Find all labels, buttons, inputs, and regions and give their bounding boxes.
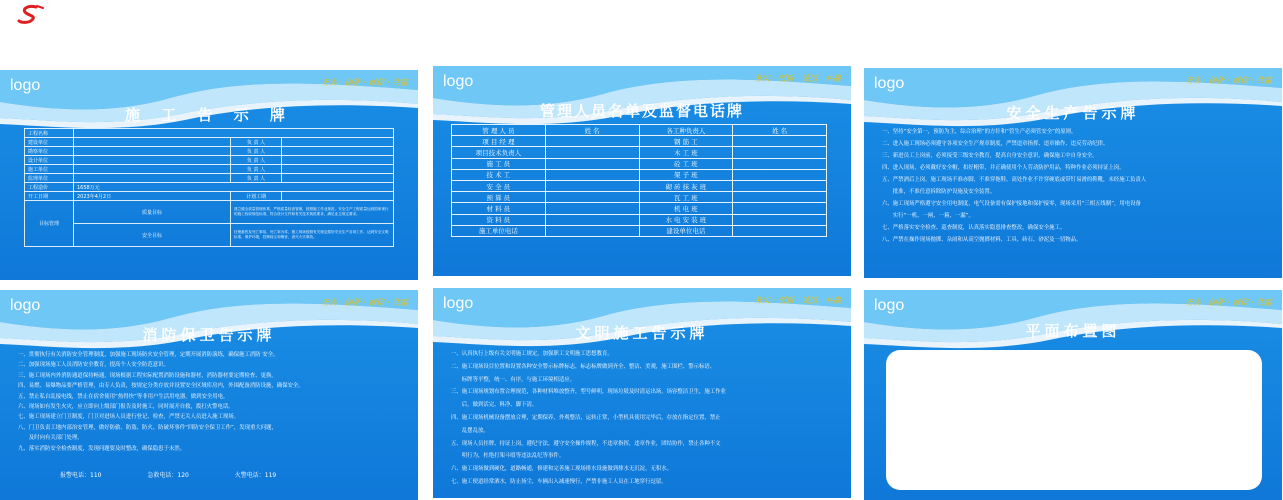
target-label: 目标管理 (25, 201, 74, 247)
row-value: 1658万元 (74, 183, 394, 192)
slogan: 务实 · 创新 · 诚信 · 共赢 (754, 74, 841, 83)
safety-rules-list (882, 126, 1268, 246)
emergency-phones (60, 470, 320, 479)
table-cell (733, 158, 827, 169)
table-cell (545, 180, 639, 191)
table-cell (545, 225, 639, 236)
list-item: 一、贯彻执行有关消防安全管理制度，加强施工现场防火安全管理，定期开展消防演练，确保施工消防 安全。 (18, 352, 279, 358)
list-item: 八、门卫负责工地内部治安管理，做好防偷、防盗、防火、防破坏事件“四防安全保卫工作”，发现重大问题， (18, 424, 277, 431)
row-value (74, 174, 231, 183)
table-row (25, 129, 394, 138)
row-right (282, 192, 394, 201)
police-phone: 报警电话：110 (60, 472, 102, 479)
row-right (282, 156, 394, 165)
table-header-row (452, 125, 827, 136)
table-cell: 水 电 安 装 班 (639, 214, 733, 225)
table-cell (545, 214, 639, 225)
list-item: 乱摆乱放。 (451, 427, 489, 434)
civilized-construction-board (433, 288, 851, 498)
table-cell (545, 136, 639, 147)
table-cell: 施 工 员 (452, 158, 546, 169)
table-cell: 项目技术负责人 (452, 147, 546, 158)
list-item: 三、新进员工上岗前，必须接受三级安全教育，提高自身安全意识，确保施工中自身安全。 (882, 153, 1098, 159)
list-item: 三、施工现场内外消防通道保持畅通，现场根据工程实际配置消防设施和器材，消防器材要定期检查、更换。 (18, 372, 277, 379)
slogan: 务实 · 创新 · 诚信 · 共赢 (321, 78, 408, 87)
table-cell (733, 147, 827, 158)
quality-text: 建立健全质量管理体系，严格质量检查管理，按照施工作业规范、安全生产工程质量达到国家现行的施工验收规范标准，符合设计文件和有关技术规范要求，满足业主规定要求。 (231, 201, 394, 224)
table-row (452, 203, 827, 214)
table-cell: 砼 工 班 (639, 158, 733, 169)
list-item: 及时向有关部门处理。 (18, 435, 83, 442)
list-item: 二、加强现场施工人员消防安全教育，提高个人安全防范意识。 (18, 362, 169, 369)
site-layout-board (864, 290, 1282, 500)
board-title: 施 工 告 示 牌 (125, 106, 293, 124)
table-cell: 技 术 工 (452, 169, 546, 180)
table-cell: 材 料 员 (452, 203, 546, 214)
managers-table (451, 124, 827, 237)
list-item: 四、易燃、易爆物品要严格管理，由专人负责，按规定分类存放并设置安全区域库房内，外围配备消防设施，确保安全。 (18, 383, 304, 390)
list-item: 七、严格落实安全检查、巡查制度，认真落实隐患排查整改，确保安全施工。 (882, 225, 1066, 231)
row-right (282, 165, 394, 174)
board-title: 管理人员名单及监督电话牌 (539, 102, 744, 120)
list-item: 后，做到活完、料净、脚下清。 (451, 402, 538, 409)
row-label: 勘察单位 (25, 147, 74, 156)
board-title: 消防保卫告示牌 (142, 326, 276, 344)
table-row (25, 156, 394, 165)
header-cell: 各工种负责人 (639, 125, 733, 136)
ambulance-phone: 急救电话：120 (147, 472, 189, 479)
list-item: 七、施工现场建立门卫制度，门卫对进场人员进行登记、检查，严禁无关人员进入施工现场。 (18, 414, 240, 421)
table-cell (545, 147, 639, 158)
row-mid: 负 责 人 (231, 138, 282, 147)
table-row (25, 174, 394, 183)
logo-text: logo (443, 295, 474, 312)
table-cell (733, 225, 827, 236)
list-item: 六、施工现场做到硬化，道路畅通，修建和完善施工现场排水设施做到排水无沉淀，无积水。 (451, 466, 673, 473)
list-item: 四、进入现场，必须戴好安全帽，扣好帽带，并正确使用个人劳动防护用品，特种作业必须持证上岗。 (882, 165, 1125, 171)
list-item: 一、坚持“安全第一，预防为主，综合治理”的方针和“管生产必须管安全”的原则。 (882, 129, 1077, 135)
table-row (452, 180, 827, 191)
table-cell (733, 214, 827, 225)
slogan: 务实 · 创新 · 诚信 · 共赢 (1185, 76, 1272, 85)
table-cell: 建设单位电话 (639, 225, 733, 236)
table-cell: 安 全 员 (452, 180, 546, 191)
table-row (25, 224, 394, 247)
list-item: 明行为，杜绝打架斗殴等违法乱纪等事件。 (451, 453, 565, 460)
layout-plan-area (886, 350, 1262, 490)
managers-board (433, 66, 851, 276)
logo-text: logo (10, 297, 41, 314)
safety-text: 杜绝重伤及死亡事故，死亡率为零，施工现场按照有关规定做好安全生产各项工作，达到安全文明标准，保护环境，控制扬尘和噪音，消灭火灾事故。 (231, 224, 394, 247)
table-cell (733, 203, 827, 214)
list-item: 六、施工现场严格遵守安全用电制度，电气设备需有保护接地和保护接零，现场采用“三相五线制”，用电设备 (882, 201, 1141, 207)
table-cell: 架 子 班 (639, 169, 733, 180)
list-item: 五、现场人员挂牌、持证上岗，遵纪守法，遵守安全操作规程，不违章指挥，违章作业，团结协作，禁止各种不文 (451, 440, 721, 447)
civilized-rules-list (451, 348, 837, 489)
board-title: 平面布置图 (1025, 322, 1121, 340)
row-right (282, 147, 394, 156)
table-cell (545, 169, 639, 180)
row-value (74, 156, 231, 165)
table-row (452, 225, 827, 236)
row-mid: 负 责 人 (231, 156, 282, 165)
project-info-table (24, 128, 394, 247)
quality-label: 质量目标 (74, 201, 231, 224)
list-item: 六、现场如有发生火灾，应立即向上级部门报告及时施工，同时展开自救，拨打火警电话。 (18, 404, 234, 411)
slogan: 务实 · 创新 · 诚信 · 共赢 (1185, 298, 1272, 307)
construction-notice-board (0, 70, 418, 280)
row-label: 建设单位 (25, 138, 74, 147)
row-value (74, 165, 231, 174)
row-mid: 负 责 人 (231, 147, 282, 156)
logo-text: logo (10, 77, 41, 94)
table-row (25, 192, 394, 201)
fire-phone: 火警电话：119 (234, 472, 277, 479)
table-row (25, 138, 394, 147)
board-title: 文明施工告示牌 (575, 324, 709, 342)
table-cell (733, 136, 827, 147)
slogan: 务实 · 创新 · 诚信 · 共赢 (754, 296, 841, 305)
fire-rules-list (18, 350, 404, 454)
row-label: 开工日期 (25, 192, 74, 201)
list-item: 五、严禁酒后上岗，施工现场不准赤脚，不准穿拖鞋、高处作业不许穿硬底或带钉易滑的鞋靴，未经施工负责人 (882, 177, 1147, 183)
row-right (282, 138, 394, 147)
table-cell: 木 工 班 (639, 147, 733, 158)
table-cell: 预 算 员 (452, 192, 546, 203)
row-mid: 计划工期 (231, 192, 282, 201)
table-cell (545, 203, 639, 214)
table-cell: 机 电 班 (639, 203, 733, 214)
table-cell: 钢 筋 工 (639, 136, 733, 147)
table-cell: 资 料 员 (452, 214, 546, 225)
logo-text: logo (874, 297, 905, 314)
slogan: 务实 · 创新 · 诚信 · 共赢 (321, 298, 408, 307)
safety-label: 安全目标 (74, 224, 231, 247)
table-cell: 项 目 经 理 (452, 136, 546, 147)
table-cell (733, 180, 827, 191)
table-cell: 瓦 工 班 (639, 192, 733, 203)
safety-production-board (864, 68, 1282, 278)
header-cell: 管 理 人 员 (452, 125, 546, 136)
header-cell: 姓 名 (545, 125, 639, 136)
list-item: 二、进入施工现场必须遵守各项安全生产规章制度，严禁违章指挥、违章操作、违反劳动纪律。 (882, 141, 1109, 147)
list-item: 三、施工现场规划布置合理规范，各种材料堆放整齐，型号鲜明，现场垃圾及时清运出场，场容整洁卫生，施工作业 (451, 389, 726, 396)
list-item: 四、施工现场机械设备摆放合理，定期保养，外观整洁，运转正常，小型机具使用完毕后，存放在指定位置，禁止 (451, 414, 721, 421)
list-item: 实行“一机、一闸、一箱、一漏”。 (882, 213, 974, 219)
table-cell (545, 158, 639, 169)
table-row (25, 165, 394, 174)
fire-security-board (0, 290, 418, 500)
row-mid: 负 责 人 (231, 165, 282, 174)
logo-text: logo (874, 75, 905, 92)
board-title: 安全生产告示牌 (1006, 104, 1140, 122)
table-row (452, 158, 827, 169)
table-row (452, 147, 827, 158)
list-item: 二、施工现场设目位置和设置各种安全警示标牌标志，标志标牌做到齐全、整洁、美观，施工围栏、警示标语、 (451, 363, 716, 370)
table-cell (545, 192, 639, 203)
logo-text: logo (443, 73, 474, 90)
table-cell (733, 192, 827, 203)
row-right (282, 174, 394, 183)
table-row (452, 192, 827, 203)
row-value (74, 138, 231, 147)
table-cell: 施工单位电话 (452, 225, 546, 236)
list-item: 七、施工便道经常洒水，防止扬尘，车辆出入减速慢行，严禁非施工人员在工地穿行逗留。 (451, 478, 667, 485)
list-item: 批准，不准任意拆除防护设施及安全装置。 (882, 189, 996, 195)
row-label: 工程名称 (25, 129, 74, 138)
list-item: 八、严禁在操作现场抛掷、杂闹和从高空抛掷材料、工具、砖石、砂泥及一切物品。 (882, 237, 1082, 243)
row-label: 工程造价 (25, 183, 74, 192)
row-label: 施工单位 (25, 165, 74, 174)
list-item: 五、禁止私自乱接电线，禁止在宿舍使用“热得快”等非用户生活用电器，做到安全用电。 (18, 393, 229, 400)
table-row (452, 136, 827, 147)
row-label: 监理单位 (25, 174, 74, 183)
list-item: 标牌等平整，统一、有序，与施工环境相适应。 (451, 376, 575, 383)
row-value: 2023年4月2日 (74, 192, 231, 201)
header-cell: 姓 名 (733, 125, 827, 136)
table-row (452, 169, 827, 180)
table-cell (733, 169, 827, 180)
row-value (74, 147, 231, 156)
row-label: 设计单位 (25, 156, 74, 165)
list-item: 一、认真执行上级有关文明施工规定，加强职工文明施工思想教育。 (451, 351, 613, 357)
table-row (25, 147, 394, 156)
brand-mark-icon (16, 4, 46, 26)
table-cell: 砌 砖 抹 灰 班 (639, 180, 733, 191)
row-mid: 负 责 人 (231, 174, 282, 183)
table-row (25, 183, 394, 192)
list-item: 九、落实消防安全检查制度，发现问题要及时整改，确保隐患于未然。 (18, 445, 186, 452)
row-value (74, 129, 394, 138)
table-row (452, 214, 827, 225)
table-row (25, 201, 394, 224)
